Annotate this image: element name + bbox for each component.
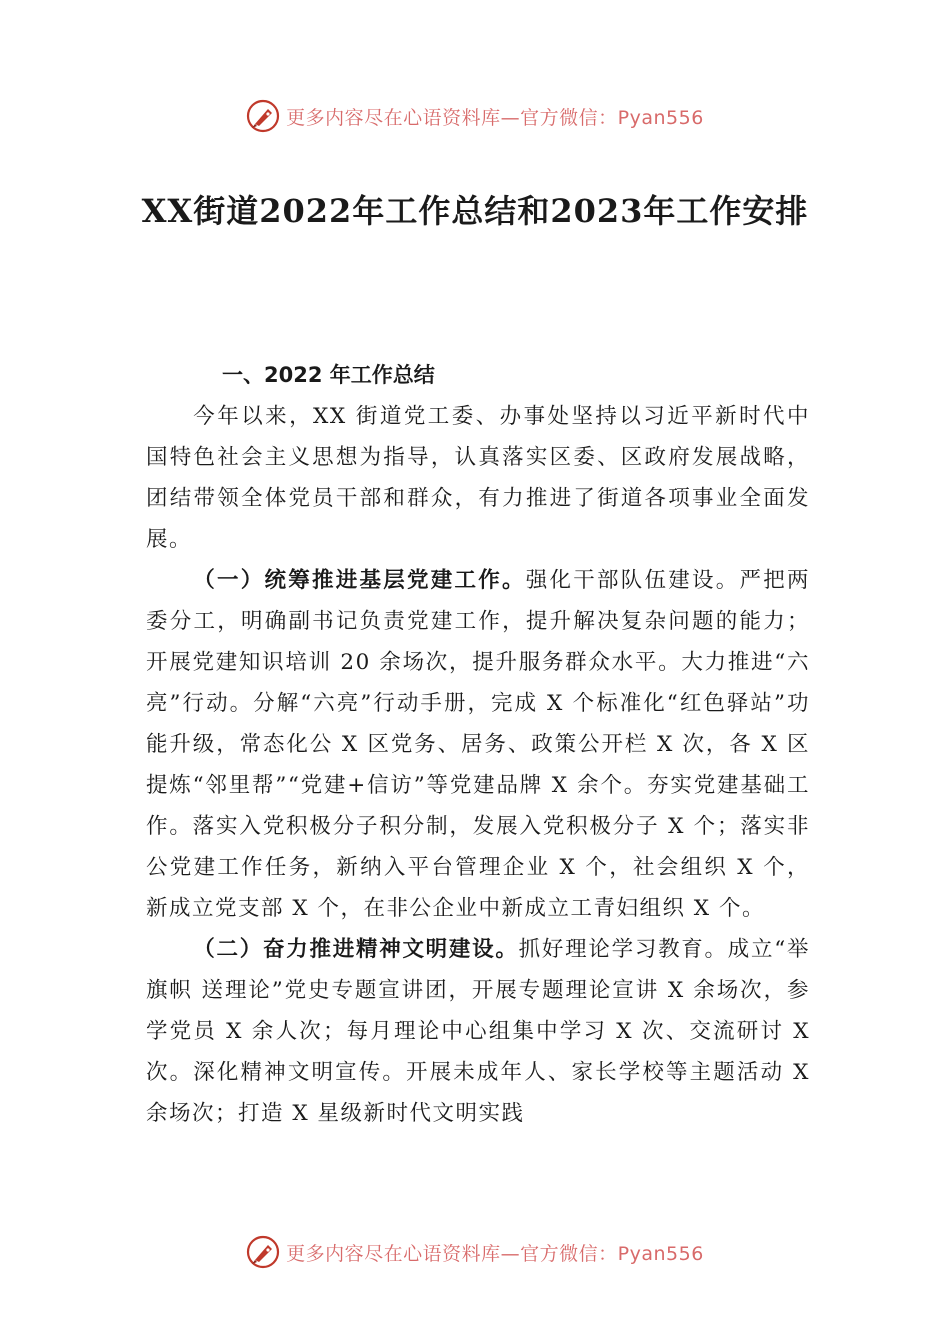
watermark-text: 更多内容尽在心语资料库—官方微信：Pyan556	[286, 106, 704, 129]
item-2-lead: （二）奋力推进精神文明建设。	[193, 937, 519, 962]
item-1-body: 强化干部队伍建设。严把两委分工，明确副书记负责党建工作，提升解决复杂问题的能力；开展党建知识培训 20 余场次，提升服务群众水平。大力推进“六亮”行动。分解“六亮”行动手册，完成 X 个标准化“红色驿站”功能升级，常态化公 X 区党务、居务、政策公开栏 X 次，各 X 区提炼“邻里帮”“党建+信访”等党建品牌 X 余个。夯实党建基础工作。落实入党积极分子积分制，发展入党积极分子 X 个；落实非公党建工作任务，新纳入平台管理企业 X 个，社会组织 X 个，新成立党支部 X 个，在非公企业中新成立工青妇组织 X 个。	[146, 568, 810, 921]
item-2-paragraph	[146, 929, 810, 1134]
footer-watermark-banner	[0, 1232, 950, 1272]
document-body	[146, 356, 810, 1134]
item-1-lead: （一）统筹推进基层党建工作。	[193, 568, 526, 593]
pen-nib-logo-icon	[246, 99, 280, 133]
section-heading: 一、2022 年工作总结	[222, 363, 435, 387]
item-2-body: 抓好理论学习教育。成立“举旗帜 送理论”党史专题宣讲团，开展专题理论宣讲 X 余场次，参学党员 X 余人次；每月理论中心组集中学习 X 次、交流研讨 X 次。深化精神文明宣传。开展未成年人、家长学校等主题活动 X 余场次；打造 X 星级新时代文明实践	[146, 937, 810, 1126]
document-title: XX街道2022年工作总结和2023年工作安排	[141, 192, 809, 230]
pen-nib-logo-icon	[246, 1235, 280, 1269]
header-watermark-banner	[0, 96, 950, 136]
watermark-text: 更多内容尽在心语资料库—官方微信：Pyan556	[286, 1242, 704, 1265]
intro-paragraph: 今年以来，XX 街道党工委、办事处坚持以习近平新时代中国特色社会主义思想为指导，认真落实区委、区政府发展战略，团结带领全体党员干部和群众，有力推进了街道各项事业全面发展。	[146, 404, 810, 552]
item-1-paragraph	[146, 560, 810, 929]
